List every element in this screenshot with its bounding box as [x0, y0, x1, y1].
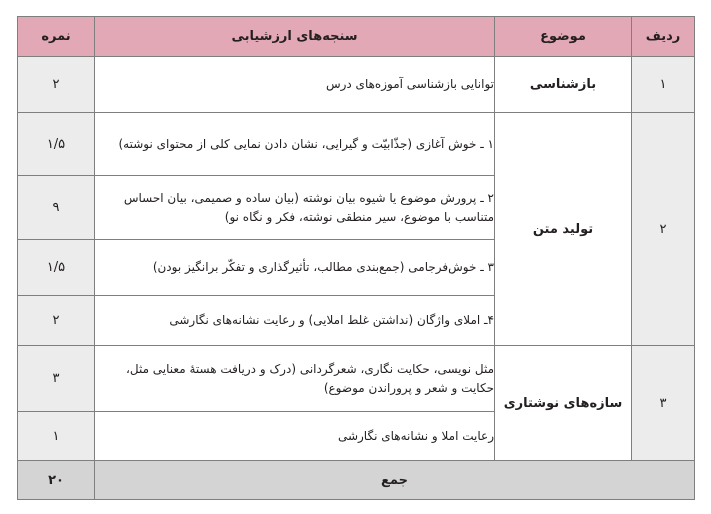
score-cell: ۱/۵ [18, 240, 95, 296]
header-criteria: سنجه‌های ارزشیابی [95, 17, 495, 57]
criterion-cell: ۴ـ املای واژگان (نداشتن غلط املایی) و رعایت نشانه‌های نگارشی [95, 296, 495, 346]
header-row [18, 17, 695, 57]
score-cell: ۱/۵ [18, 113, 95, 176]
header-score: نمره [18, 17, 95, 57]
header-row-number: ردیف [632, 17, 695, 57]
header-topic: موضوع [495, 17, 632, 57]
total-row [18, 461, 695, 500]
table-row [18, 57, 695, 113]
criterion-cell: رعایت املا و نشانه‌های نگارشی [95, 412, 495, 461]
topic-cell: تولید متن [495, 113, 632, 346]
evaluation-rubric-table [17, 16, 695, 500]
table-row [18, 113, 695, 176]
score-cell: ۱ [18, 412, 95, 461]
total-label: جمع [95, 461, 695, 500]
total-score: ۲۰ [18, 461, 95, 500]
topic-cell: بازشناسی [495, 57, 632, 113]
criterion-cell: توانایی بازشناسی آموزه‌های درس [95, 57, 495, 113]
score-cell: ۲ [18, 296, 95, 346]
criterion-cell: مثل نویسی، حکایت نگاری، شعرگردانی (درک و دریافت هستهٔ معنایی مثل، حکایت و شعر و پروراندن موضوع) [95, 346, 495, 412]
table-row [18, 346, 695, 412]
criterion-cell: ۱ ـ خوش آغازی (جذّابیّت و گیرایی، نشان دادن نمایی کلی از محتوای نوشته) [95, 113, 495, 176]
score-cell: ۳ [18, 346, 95, 412]
row-number: ۲ [632, 113, 695, 346]
criterion-cell: ۲ ـ پرورش موضوع یا شیوه بیان نوشته (بیان ساده و صمیمی، بیان احساس متناسب با موضوع، سیر منطقی نوشته، فکر و نگاه نو) [95, 176, 495, 240]
score-cell: ۹ [18, 176, 95, 240]
topic-cell: سازه‌های نوشتاری [495, 346, 632, 461]
row-number: ۳ [632, 346, 695, 461]
row-number: ۱ [632, 57, 695, 113]
criterion-cell: ۳ ـ خوش‌فرجامی (جمع‌بندی مطالب، تأثیرگذاری و تفکّر برانگیز بودن) [95, 240, 495, 296]
score-cell: ۲ [18, 57, 95, 113]
